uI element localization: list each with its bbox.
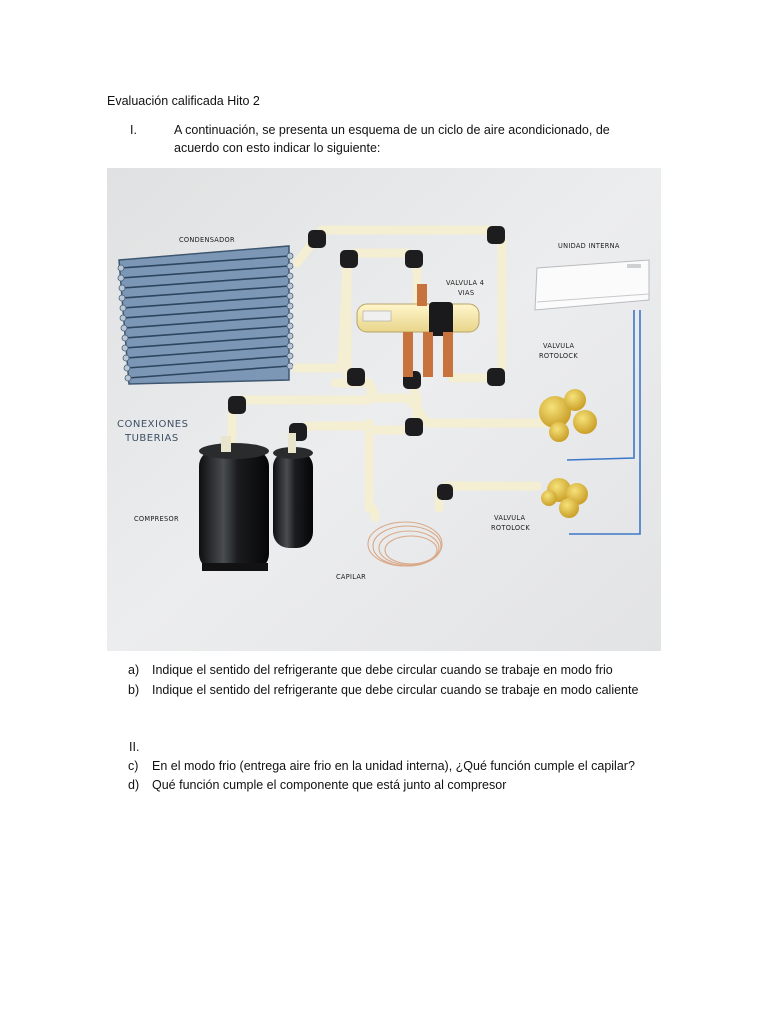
label-conexiones-line-1: CONEXIONES (117, 419, 189, 430)
label-valvula-4-line-2: VIAS (458, 289, 475, 297)
question-c-text: En el modo frio (entrega aire frio en la unidad interna), ¿Qué función cumple el capilar? (152, 759, 635, 773)
compressor-icon (199, 436, 269, 571)
label-capilar: CAPILAR (336, 573, 367, 581)
label-compresor: COMPRESOR (134, 515, 179, 523)
section-1-line-1: A continuación, se presenta un esquema de un ciclo de aire acondicionado, de (174, 123, 610, 137)
question-b-text: Indique el sentido del refrigerante que debe circular cuando se trabaje en modo caliente (152, 683, 639, 697)
label-condensador: CONDENSADOR (179, 236, 235, 244)
label-conexiones-line-2: TUBERIAS (125, 433, 179, 444)
label-valvula-4-line-1: VALVULA 4 (446, 279, 485, 287)
question-c-letter: c) (128, 759, 139, 773)
label-rotolock-bottom-line-1: VALVULA (494, 514, 526, 522)
question-a-letter: a) (128, 663, 140, 677)
accumulator-icon (273, 433, 313, 548)
question-d-text: Qué función cumple el componente que está junto al compresor (152, 778, 507, 792)
question-b-letter: b) (128, 683, 140, 697)
question-d-letter: d) (128, 778, 140, 792)
label-unidad-interna: UNIDAD INTERNA (558, 242, 620, 250)
section-1-numeral: I. (130, 123, 137, 137)
label-rotolock-bottom-line-2: ROTOLOCK (491, 524, 530, 532)
condenser-coil-icon (118, 246, 293, 384)
question-a-text: Indique el sentido del refrigerante que debe circular cuando se trabaje en modo frio (152, 663, 613, 677)
section-1-line-2: acuerdo con esto indicar lo siguiente: (174, 141, 381, 155)
label-rotolock-top-line-2: ROTOLOCK (539, 352, 578, 360)
label-rotolock-top-line-1: VALVULA (543, 342, 575, 350)
page-heading: Evaluación calificada Hito 2 (107, 94, 260, 108)
ac-cycle-diagram (107, 168, 661, 651)
section-2-numeral: II. (129, 740, 140, 754)
